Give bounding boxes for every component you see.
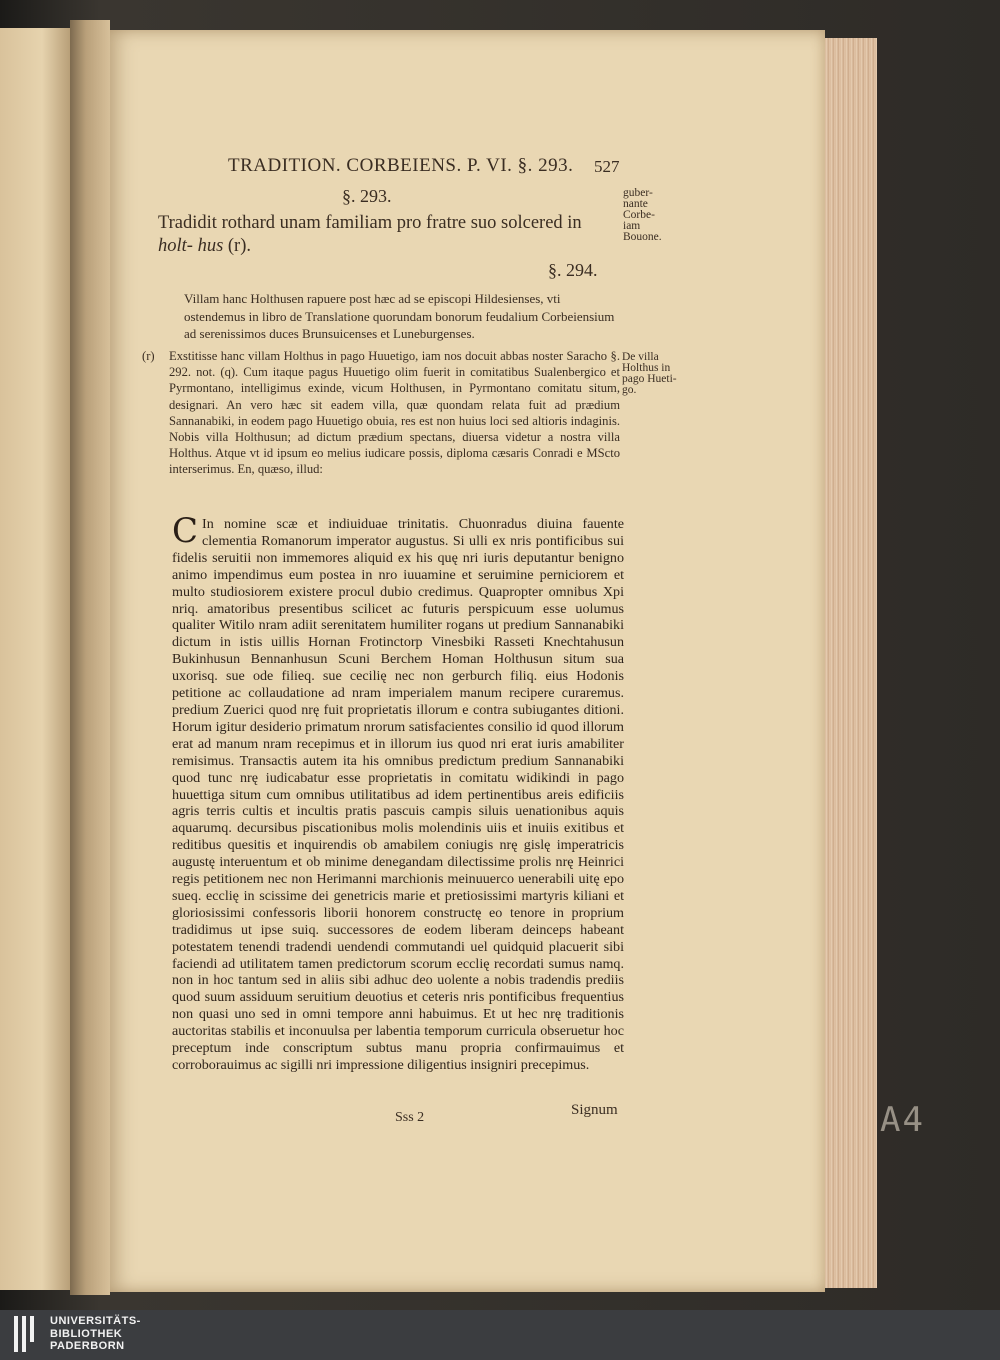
margin-note-gubernante: guber- nante Corbe- iam Bouone. [623, 187, 662, 243]
section-294-heading: §. 294. [548, 260, 598, 280]
page-fore-edge [825, 38, 877, 1288]
section-293-text-part2: (r). [223, 236, 251, 256]
scale-mark: A4 [880, 1100, 925, 1140]
section-293-heading: §. 293. [342, 186, 392, 206]
footnote-text: Exstitisse hanc villam Holthus in pago Huuetigo, iam nos docuit abbas noster Saracho §. 292. not. (q). Cum itaque pagus Huuetigo olim fuerit in comitatibus Sualenbergico et Pyrmontano, intelligimus exinde, vicum Holthusen, in Pyrmontano comitatu situm, designari. An vero hæc sit eadem villa, quæ quondam relata fuit ad prædium Sannanabiki, in eodem pago Huuetigo obuia, res est non huius loci sed altioris indaginis. Nobis villa Holthusun; ad dictum prædium spectans, diuersa videtur a nostra villa Holthus. Atque vt id ipsum eo melius iudicare possis, diploma cæsaris Conradi e MScto interserimus. En, quæso, illud: [169, 349, 620, 477]
library-name [50, 1315, 141, 1353]
margin-note-de-villa: De villa Holthus in pago Hueti- go. [622, 351, 677, 396]
gathering-signature: Sss 2 [395, 1110, 425, 1125]
book-gutter [70, 20, 110, 1295]
running-title: TRADITION. CORBEIENS. P. VI. §. 293. [228, 155, 574, 176]
library-name-line3: PADERBORN [50, 1340, 125, 1352]
section-293-place: holt- hus [158, 236, 224, 256]
diploma-text: In nomine scæ et indiuiduae trinitatis. Chuonradus diuina fauente clementia Romanorum imperator augustus. Si ulli ex nris pontificibus sui fidelis seruitii non immemores aliquid ex his quę nri iuris deputantur benigno animo impendimus eum postea in nro iuuamine et seruimine perniciorem et multo studiosiorem existere procul dubio credimus. Quapropter omnibus Xpi nriq. amatoribus presentibus scilicet ac futuris perspicuum esse uolumus qualiter Witilo nram adiit serenitatem humiliter rogans ut predium Sannanabiki dictum in istis uillis Hornan Frotinctorp Vinesbiki Rasseti Knechtahusun Bukinhusun Bennanhusun Scuni Berchem Homan Holthusun situm sua uxorisq. sue ode filieq. sue cecilię nec non gerburch filiq. eius Hodonis petitione ac collaudatione ad nram imperialem manum recipere curaremus. predium Zuerici quod nrę fuit proprietatis illorum e contra subiugantes ditioni. Horum igitur desiderio primatum nrorum satisfacientes consilio id quod illorum erat ad manum nram recepimus et in illorum ius quod nri erat iuris amabiliter remisimus. Transactis autem ita his omnibus predictum predium Sannanabiki quod tunc nrę iudicabatur esse proprietatis in comitatu widikindi in pago huuettiga situm cum omnibus utilitatibus ad idem pertinentibus areis edificiis agris terris cultis et incultis pratis pascuis campis siluis uenationibus aquis aquarumq. decursibus piscationibus molis molendinis uiis et inuiis exitibus et reditibus quesitis et inquirendis ob amabilem coniugis nrę gislę imperatricis augustę interuentum et ob minime denegandam dilectissime prolis nrę Heinrici regis petitionem nec non Herimanni marchionis meinuuerco uenerabili uitę epo sueq. ecclię in scissime dei genetricis marie et pretiosissimi martyris kiliani et gloriosissimi confessoris liborii honorem constructę eo tenore in proprium tradidimus ut ipse suiq. successores de eodem liberam deinceps habeant potestatem tenendi tradendi uendendi commutandi uel quidquid placuerit sibi faciendi ad utilitatem tamen predictorum scorum ecclię recordati sumus namq. non in hoc tantum sed in aliis sibi adhuc deo uolente a nobis tradendis prediis quod suum assiduum seruitium deuotius et ceteris nris pontificibus frequentius non quasi uno sed in omni tempore anni habuimus. Et ut hec nrę traditionis auctoritas stabilis et inconuulsa per labentia temporum curricula obseruetur hoc preceptum inde conscriptum subtus manu propria confirmauimus et corroborauimus ac sigilli nri impressione diligentius insigniri precepimus. [172, 516, 624, 1073]
section-293-text [158, 212, 618, 258]
left-page-edge [0, 28, 72, 1290]
library-logo-icon [14, 1314, 44, 1354]
library-name-line1: UNIVERSITÄTS- [50, 1315, 141, 1327]
drop-cap-initial: C [172, 511, 199, 551]
diploma-text-block [172, 511, 624, 1074]
footnote-r [142, 348, 620, 478]
catchword: Signum [571, 1102, 618, 1118]
footnote-marker: (r) [142, 349, 155, 363]
library-name-line2: BIBLIOTHEK [50, 1327, 123, 1340]
section-294-text: Villam hanc Holthusen rapuere post hæc ad se episcopi Hildesienses, vti ostendemus in libro de Translatione quorundam bonorum feudalium Corbeiensium ad serenissimos duces Brunsuicenses et Luneburgenses. [184, 291, 615, 341]
library-footer [0, 1310, 1000, 1360]
section-293-text-part1: Tradidit rothard unam familiam pro fratre suo solcered in [158, 213, 582, 233]
page-number: 527 [594, 157, 620, 176]
